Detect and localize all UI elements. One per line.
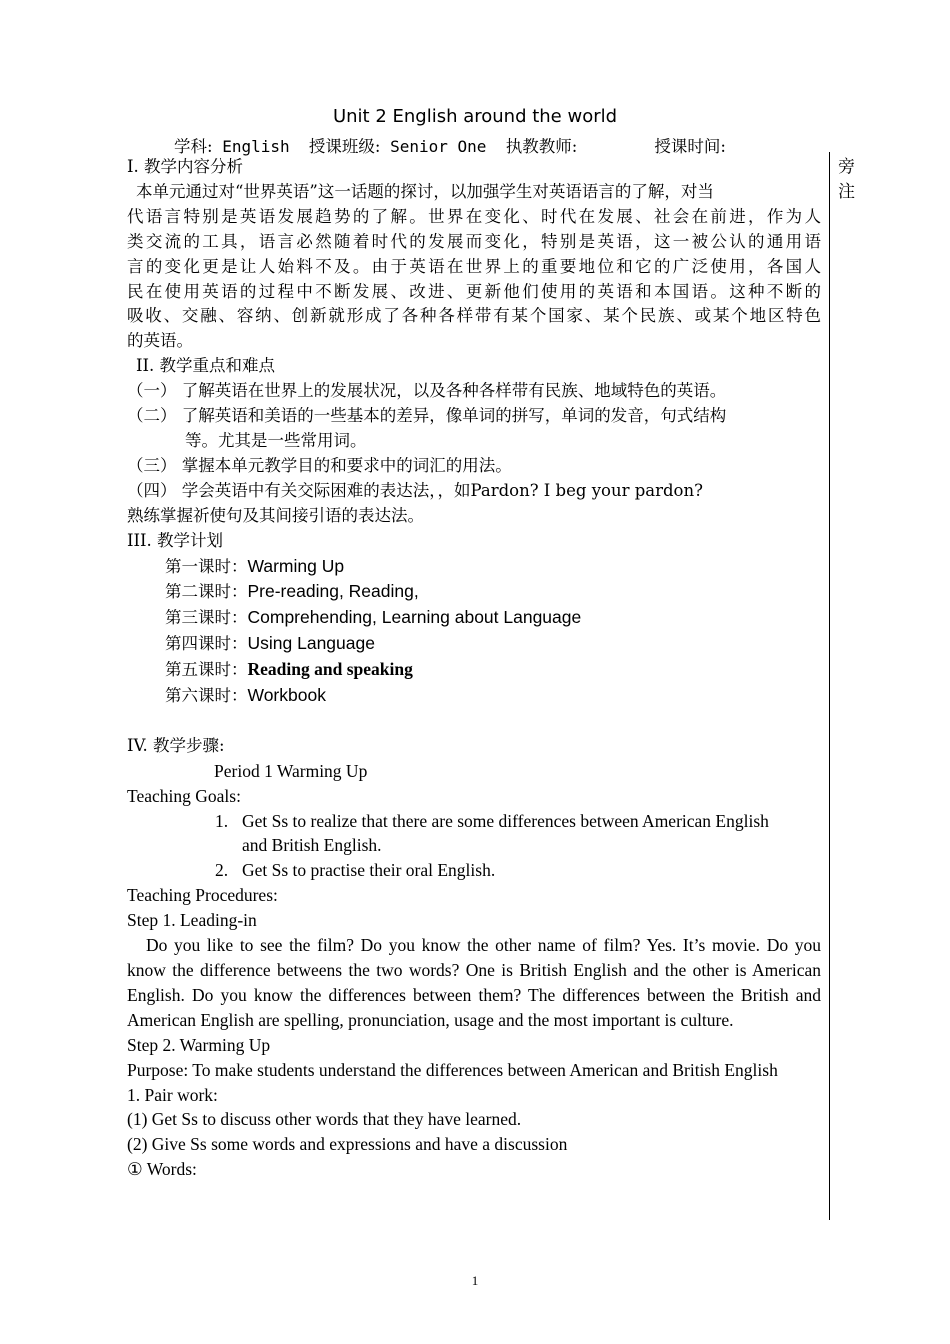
step-heading: Step 2. Warming Up xyxy=(127,1034,271,1055)
time-label: 授课时间: xyxy=(654,137,726,156)
subject-value: English xyxy=(222,137,290,156)
goal-item xyxy=(127,858,821,883)
lesson-plan-item xyxy=(127,579,821,605)
procedures-heading: Teaching Procedures: xyxy=(127,885,278,906)
key-point-continued: 等。尤其是一些常用词。 xyxy=(185,430,367,450)
section-heading: I. 教学内容分析 xyxy=(127,157,244,176)
analysis-line: 的英语。 xyxy=(127,331,193,351)
lesson-plan-item xyxy=(127,631,821,657)
subject-label: 学科: xyxy=(174,137,213,156)
lesson-text: Using Language xyxy=(247,633,375,654)
lesson-plan-item xyxy=(127,554,821,580)
key-point-continued: 熟练掌握祈使句及其间接引语的表达法。 xyxy=(127,505,424,525)
lesson-meta xyxy=(174,133,726,157)
section-heading: II. 教学重点和难点 xyxy=(136,356,276,376)
step-heading: Step 1. Leading-in xyxy=(127,910,257,931)
lesson-text: Comprehending, Learning about Language xyxy=(247,607,582,628)
goal-number: 2. xyxy=(215,860,229,881)
purpose-paragraph: Purpose: To make students understand the differences between American and British English xyxy=(127,1059,778,1080)
lesson-plan-item xyxy=(127,683,821,709)
goal-item-continued: and British English. xyxy=(242,835,382,856)
document-title: Unit 2 English around the world xyxy=(332,106,618,127)
lesson-label: 第五课时： xyxy=(165,660,248,680)
main-content xyxy=(127,155,821,1182)
lesson-label: 第六课时： xyxy=(165,686,248,706)
section-heading: IV. 教学步骤: xyxy=(127,735,225,755)
goal-item xyxy=(127,809,821,834)
lesson-text: Workbook xyxy=(247,685,326,706)
analysis-line: 吸收、交融、容纳、创新就形成了各种各样带有某个国家、某个民族、或某个地区特色 xyxy=(127,306,821,326)
period-title: Period 1 Warming Up xyxy=(214,760,368,781)
analysis-line: 言的变化更是让人始料不及。由于英语在世界上的重要地位和它的广泛使用，各国人 xyxy=(127,256,821,276)
section-heading: III. 教学计划 xyxy=(127,530,224,550)
side-note-char: 注 xyxy=(838,182,855,202)
analysis-line: 民在使用英语的过程中不断发展、改进、更新他们使用的英语和本国语。这种不断的 xyxy=(127,281,821,301)
lesson-text: Warming Up xyxy=(247,555,345,576)
key-point: （三） 掌握本单元教学目的和要求中的词汇的用法。 xyxy=(127,455,512,475)
class-label: 授课班级: xyxy=(308,137,381,156)
lesson-label: 第二课时： xyxy=(165,582,248,602)
goals-heading: Teaching Goals: xyxy=(127,785,241,806)
task-item: (2) Give Ss some words and expressions and have a discussion xyxy=(127,1134,568,1155)
task-item: (1) Get Ss to discuss other words that they have learned. xyxy=(127,1109,522,1130)
analysis-line: 本单元通过对“世界英语”这一话题的探讨，以加强学生对英语语言的了解，对当 xyxy=(136,181,714,201)
key-point: （一） 了解英语在世界上的发展状况，以及各种各样带有民族、地域特色的英语。 xyxy=(127,381,727,401)
side-note xyxy=(838,155,860,205)
goal-text: Get Ss to realize that there are some differences between American English xyxy=(242,810,769,831)
lesson-text: Reading and speaking xyxy=(247,659,413,680)
analysis-line: 类交流的工具，语言必然随着时代的发展而变化，特别是英语，这一被公认的通用语 xyxy=(127,231,821,251)
class-value: Senior One xyxy=(390,137,487,156)
analysis-line: 代语言特别是英语发展趋势的了解。世界在变化、时代在发展、社会在前进，作为人 xyxy=(127,206,821,226)
lesson-label: 第三课时： xyxy=(165,608,248,628)
words-heading: ① Words: xyxy=(127,1159,197,1180)
goal-text: Get Ss to practise their oral English. xyxy=(242,860,496,881)
lesson-label: 第一课时： xyxy=(165,556,248,576)
margin-divider xyxy=(829,152,830,1220)
key-point: （四） 学会英语中有关交际困难的表达法，，如Pardon? I beg your pardon? xyxy=(127,480,703,500)
key-point: （二） 了解英语和美语的一些基本的差异，像单词的拼写，单词的发音，句式结构 xyxy=(127,406,727,426)
teacher-label: 执教教师: xyxy=(505,137,578,156)
lesson-plan-item xyxy=(127,605,821,631)
pair-work-heading: 1. Pair work: xyxy=(127,1084,218,1105)
page-number: 1 xyxy=(471,1273,479,1288)
lesson-text: Pre-reading, Reading, xyxy=(247,581,419,602)
side-note-char: 旁 xyxy=(838,157,855,177)
lesson-label: 第四课时： xyxy=(165,634,248,654)
step-paragraph: Do you like to see the film? Do you know the other name of film? Yes. It’s movie. Do you know the difference betweens the two words? One is British English and the other is American English. Do you know the differences between them? The differences between the British and American English are spelling, pronunciation, usage and the most important is culture. xyxy=(127,935,821,1030)
lesson-plan-item xyxy=(127,657,821,683)
goal-number: 1. xyxy=(215,810,229,831)
blank-line xyxy=(127,709,821,734)
